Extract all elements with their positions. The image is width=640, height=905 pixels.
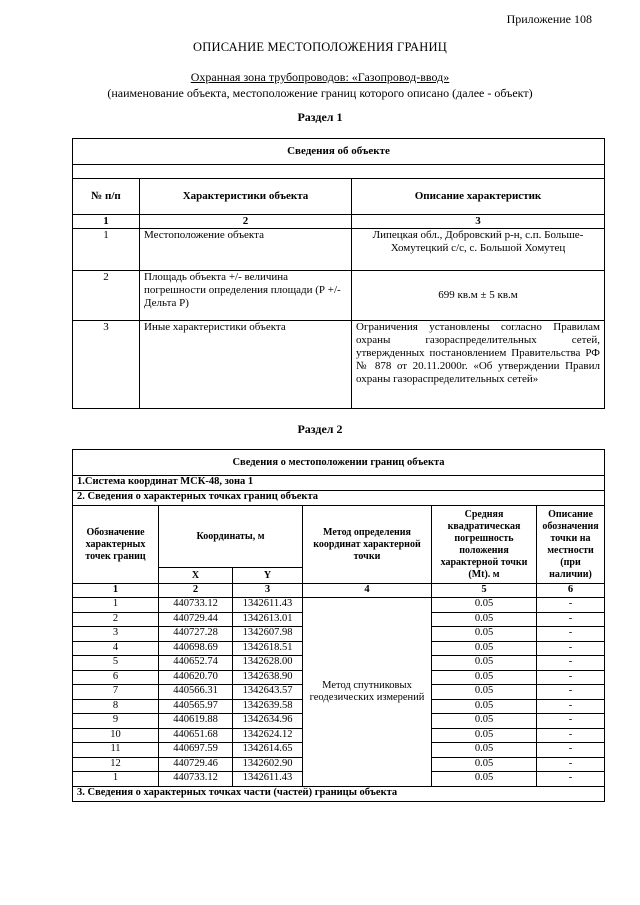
method-value: Метод спутниковых геодезических измерений: [303, 598, 432, 787]
point-x: 440733.12: [159, 772, 233, 787]
point-x: 440566.31: [159, 685, 233, 700]
point-y: 1342628.00: [233, 656, 303, 671]
point-error: 0.05: [432, 699, 537, 714]
point-label: 12: [73, 757, 159, 772]
point-error: 0.05: [432, 714, 537, 729]
point-error: 0.05: [432, 728, 537, 743]
row-characteristic: Иные характеристики объекта: [140, 321, 352, 409]
point-description: -: [537, 641, 605, 656]
point-description: -: [537, 627, 605, 642]
table-row: [73, 271, 605, 321]
object-info-table: [72, 138, 605, 409]
point-description: -: [537, 685, 605, 700]
point-label: 5: [73, 656, 159, 671]
point-label: 6: [73, 670, 159, 685]
row-description: Липецкая обл., Добровский р-н, с.п. Больше-Хомутецкий с/с, с. Большой Хомутец: [352, 229, 605, 271]
col-header-x: X: [159, 568, 233, 584]
col-header-point: Обозначение характерных точек границ: [73, 506, 159, 584]
col-header-method: Метод определения координат характерной точки: [303, 506, 432, 584]
point-x: 440729.46: [159, 757, 233, 772]
appendix-number: Приложение 108: [506, 12, 592, 26]
object-name: Охранная зона трубопроводов: «Газопровод-ввод»: [190, 70, 450, 84]
subsection-part-points: 3. Сведения о характерных точках части (частей) границы объекта: [73, 786, 605, 801]
point-y: 1342634.96: [233, 714, 303, 729]
point-description: -: [537, 670, 605, 685]
point-x: 440620.70: [159, 670, 233, 685]
document-title: ОПИСАНИЕ МЕСТОПОЛОЖЕНИЯ ГРАНИЦ: [193, 40, 447, 54]
col-index: 2: [159, 584, 233, 598]
point-description: -: [537, 699, 605, 714]
point-label: 11: [73, 743, 159, 758]
point-description: -: [537, 598, 605, 613]
point-x: 440727.28: [159, 627, 233, 642]
point-label: 9: [73, 714, 159, 729]
point-x: 440565.97: [159, 699, 233, 714]
col-header-y: Y: [233, 568, 303, 584]
point-error: 0.05: [432, 743, 537, 758]
point-error: 0.05: [432, 670, 537, 685]
point-error: 0.05: [432, 627, 537, 642]
col-index: 3: [352, 215, 605, 229]
point-label: 1: [73, 772, 159, 787]
point-error: 0.05: [432, 656, 537, 671]
point-description: -: [537, 757, 605, 772]
point-x: 440651.68: [159, 728, 233, 743]
col-index: 4: [303, 584, 432, 598]
point-y: 1342639.58: [233, 699, 303, 714]
point-error: 0.05: [432, 598, 537, 613]
point-label: 1: [73, 598, 159, 613]
point-description: -: [537, 743, 605, 758]
empty-row: [73, 165, 605, 179]
col-header-characteristic: Характеристики объекта: [140, 179, 352, 215]
point-description: -: [537, 772, 605, 787]
point-description: -: [537, 728, 605, 743]
coordinate-system: 1.Система координат МСК-48, зона 1: [73, 476, 605, 491]
point-error: 0.05: [432, 772, 537, 787]
point-y: 1342613.01: [233, 612, 303, 627]
row-characteristic: Площадь объекта +/- величина погрешности определения площади (Р +/- Дельта Р): [140, 271, 352, 321]
row-characteristic: Местоположение объекта: [140, 229, 352, 271]
point-y: 1342614.65: [233, 743, 303, 758]
col-index: 3: [233, 584, 303, 598]
point-description: -: [537, 656, 605, 671]
col-index: 1: [73, 215, 140, 229]
point-x: 440733.12: [159, 598, 233, 613]
row-number: 1: [73, 229, 140, 271]
point-y: 1342643.57: [233, 685, 303, 700]
section-1-label: Раздел 1: [297, 110, 343, 124]
point-x: 440652.74: [159, 656, 233, 671]
col-header-description: Описание характеристик: [352, 179, 605, 215]
point-label: 7: [73, 685, 159, 700]
object-name-note: (наименование объекта, местоположение границ которого описано (далее - объект): [107, 86, 533, 100]
point-label: 2: [73, 612, 159, 627]
subsection-boundary-points: 2. Сведения о характерных точках границ объекта: [73, 491, 605, 506]
point-label: 3: [73, 627, 159, 642]
col-index: 5: [432, 584, 537, 598]
point-x: 440697.59: [159, 743, 233, 758]
point-error: 0.05: [432, 641, 537, 656]
table-row: [73, 321, 605, 409]
col-header-point-description: Описание обозначения точки на местности (при наличии): [537, 506, 605, 584]
table-row: [73, 229, 605, 271]
point-y: 1342611.43: [233, 598, 303, 613]
point-y: 1342611.43: [233, 772, 303, 787]
point-label: 8: [73, 699, 159, 714]
table-row: [73, 598, 605, 613]
point-x: 440698.69: [159, 641, 233, 656]
point-error: 0.05: [432, 757, 537, 772]
point-x: 440619.88: [159, 714, 233, 729]
section-2-label: Раздел 2: [297, 422, 343, 436]
point-x: 440729.44: [159, 612, 233, 627]
boundary-points-table: [72, 449, 605, 802]
point-y: 1342602.90: [233, 757, 303, 772]
object-info-title: Сведения об объекте: [73, 139, 605, 165]
point-y: 1342624.12: [233, 728, 303, 743]
point-y: 1342618.51: [233, 641, 303, 656]
point-description: -: [537, 612, 605, 627]
col-header-error: Средняя квадратическая погрешность положения характерной точки (Mt). м: [432, 506, 537, 584]
row-description: Ограничения установлены согласно Правилам охраны газораспределительных сетей, утвержденных постановлением Правительства РФ № 878 от 20.11.2000г. «Об утверждении Правил охраны газораспределительных сетей»: [352, 321, 605, 409]
col-header-coordinates: Координаты, м: [159, 506, 303, 568]
row-number: 3: [73, 321, 140, 409]
row-description: 699 кв.м ± 5 кв.м: [352, 271, 605, 321]
point-description: -: [537, 714, 605, 729]
col-index: 2: [140, 215, 352, 229]
point-label: 4: [73, 641, 159, 656]
point-y: 1342638.90: [233, 670, 303, 685]
point-error: 0.05: [432, 685, 537, 700]
point-y: 1342607.98: [233, 627, 303, 642]
boundaries-title: Сведения о местоположении границ объекта: [73, 450, 605, 476]
col-index: 1: [73, 584, 159, 598]
col-header-number: № п/п: [73, 179, 140, 215]
row-number: 2: [73, 271, 140, 321]
point-label: 10: [73, 728, 159, 743]
col-index: 6: [537, 584, 605, 598]
point-error: 0.05: [432, 612, 537, 627]
